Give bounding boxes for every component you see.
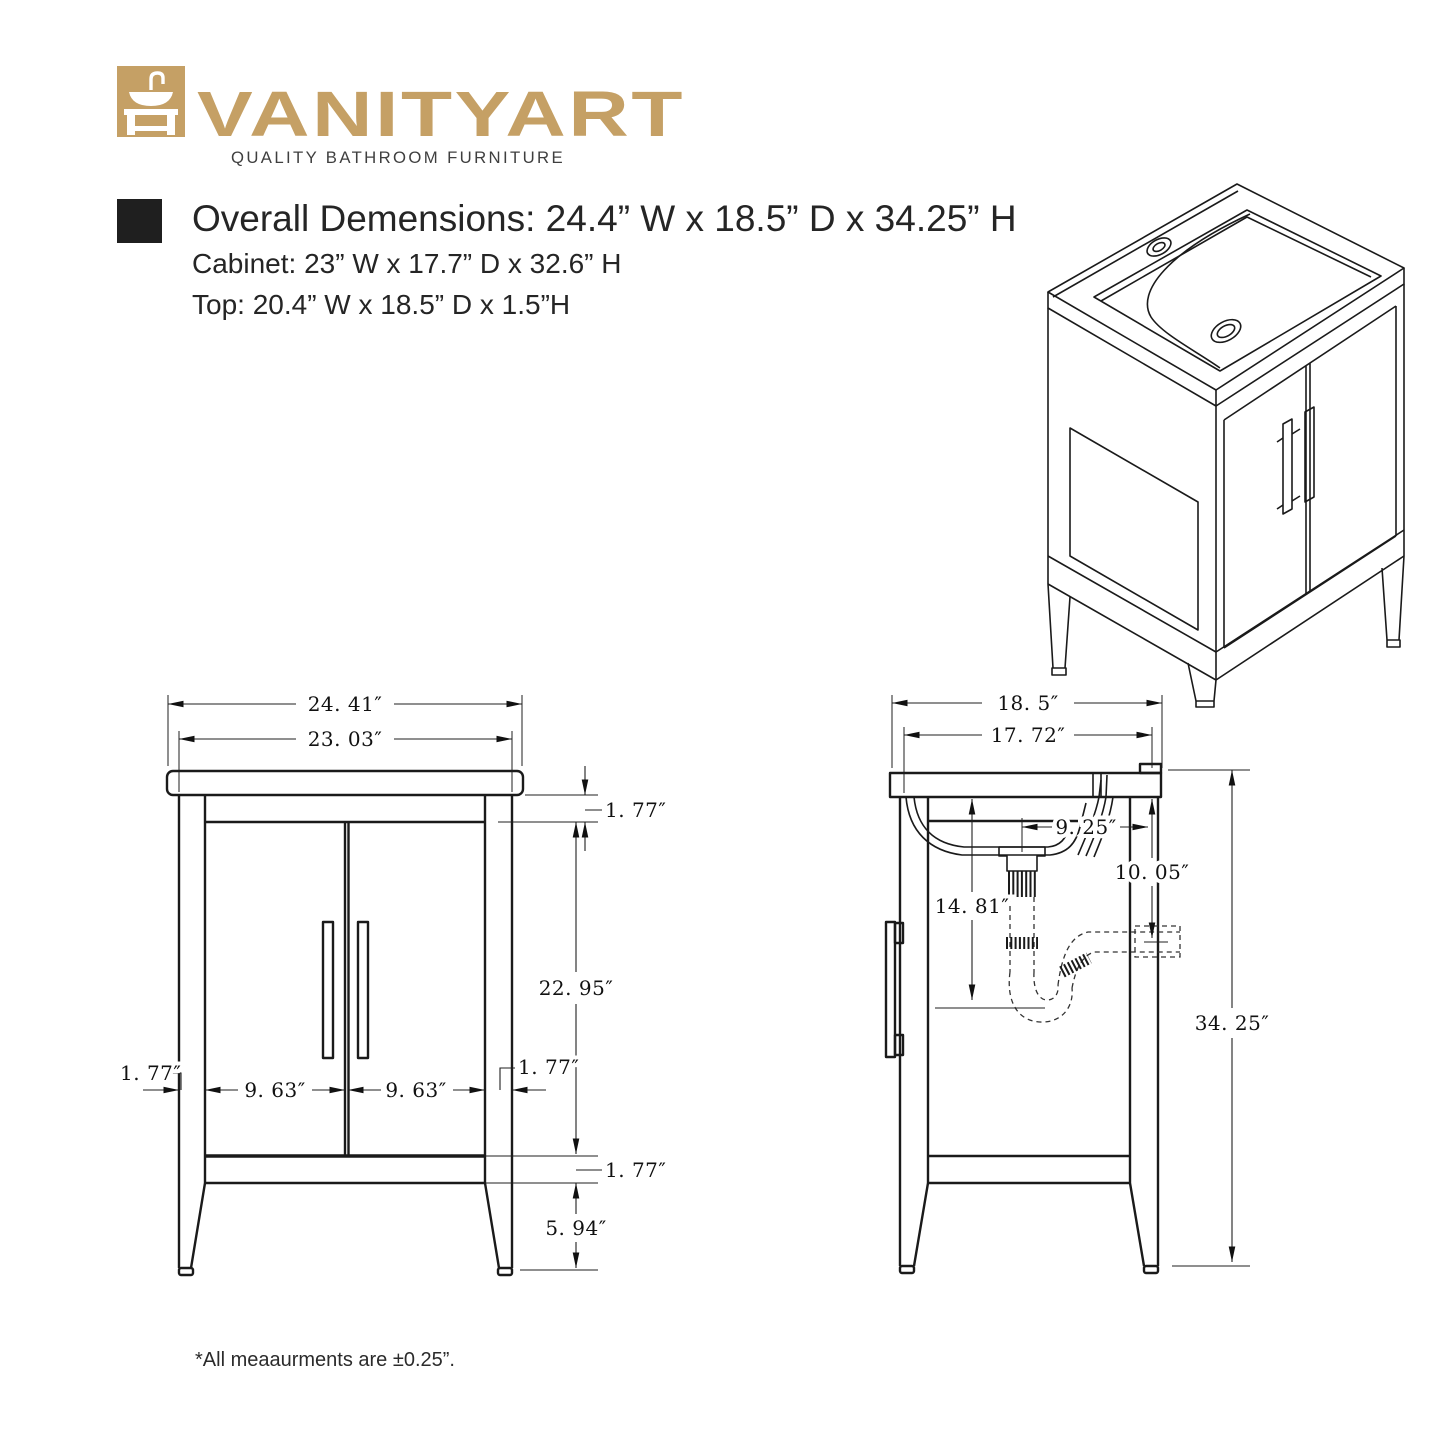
- svg-text:18. 5″: 18. 5″: [997, 691, 1059, 715]
- dim-left-door: [205, 1078, 345, 1102]
- counter-top-section: [890, 773, 1161, 797]
- dim-top-rail: [585, 766, 666, 851]
- cabinet-structure: [179, 795, 512, 1268]
- dim-cabinet-width: [179, 727, 512, 751]
- svg-text:24. 41″: 24. 41″: [307, 692, 383, 716]
- svg-text:9. 63″: 9. 63″: [385, 1078, 447, 1102]
- back-lip: [1140, 764, 1161, 773]
- dim-cabinet-depth: [904, 723, 1152, 747]
- right-foot: [498, 1268, 512, 1275]
- page-title: Overall Demensions: 24.4” W x 18.5” D x 34.25” H: [192, 198, 1017, 239]
- dim-leg-height: [545, 1183, 606, 1268]
- cabinet-edges: [1048, 284, 1404, 680]
- subtitle-top: Top: 20.4” W x 18.5” D x 1.5”H: [192, 289, 571, 320]
- dim-trap-height: [1115, 799, 1190, 938]
- front-foot: [900, 1266, 914, 1273]
- svg-text:14. 81″: 14. 81″: [934, 894, 1010, 918]
- perspective-view: [1048, 184, 1404, 707]
- svg-text:9. 25″: 9. 25″: [1055, 815, 1117, 839]
- bottom-rails: [1048, 530, 1404, 680]
- dim-drain-height: [935, 799, 1010, 1000]
- counter-top-face: [1048, 184, 1404, 390]
- dim-right-door: [348, 1078, 485, 1102]
- svg-text:1. 77″: 1. 77″: [120, 1061, 182, 1085]
- dim-overall-width: [168, 692, 522, 716]
- svg-text:1. 77″: 1. 77″: [605, 1158, 667, 1182]
- p-trap-plumbing: [1006, 897, 1180, 1022]
- left-foot: [179, 1268, 193, 1275]
- dim-overall-depth: [892, 691, 1162, 715]
- svg-text:9. 63″: 9. 63″: [244, 1078, 306, 1102]
- right-door-handle: [358, 922, 368, 1058]
- back-foot: [1144, 1266, 1158, 1273]
- faucet-hole: [1144, 234, 1174, 260]
- drain-hole: [1207, 315, 1244, 347]
- dim-overall-height: [1195, 770, 1270, 1262]
- side-panel: [1070, 428, 1198, 630]
- svg-text:34. 25″: 34. 25″: [1194, 1011, 1270, 1035]
- extension-lines: [892, 695, 1250, 1266]
- svg-text:10. 05″: 10. 05″: [1114, 860, 1190, 884]
- front-view: [120, 692, 666, 1275]
- svg-text:5. 94″: 5. 94″: [545, 1216, 607, 1240]
- trap-nut: [1062, 958, 1089, 972]
- cabinet-doors: [1224, 306, 1396, 648]
- svg-text:1. 77″: 1. 77″: [518, 1055, 580, 1079]
- svg-text:22. 95″: 22. 95″: [538, 976, 614, 1000]
- header: [117, 198, 1017, 320]
- svg-text:1. 77″: 1. 77″: [605, 798, 667, 822]
- logo: [117, 66, 685, 167]
- svg-text:17. 72″: 17. 72″: [990, 723, 1066, 747]
- subtitle-cabinet: Cabinet: 23” W x 17.7” D x 32.6” H: [192, 248, 622, 279]
- tailpiece: [1010, 897, 1034, 972]
- bullet-marker: [117, 199, 162, 243]
- brand-tagline: QUALITY BATHROOM FURNITURE: [231, 148, 565, 167]
- svg-text:23. 03″: 23. 03″: [307, 727, 383, 751]
- left-door-handle: [323, 922, 333, 1058]
- dim-bottom-rail: [576, 1158, 666, 1182]
- counter-top: [167, 771, 523, 795]
- side-view: [886, 691, 1269, 1273]
- footnote: *All meaaurments are ±0.25”.: [195, 1349, 455, 1371]
- brand-name: VANITYART: [197, 78, 685, 150]
- dim-left-stile: [120, 1061, 181, 1090]
- tapered-legs: [1048, 556, 1404, 707]
- dim-door-height: [539, 822, 614, 1154]
